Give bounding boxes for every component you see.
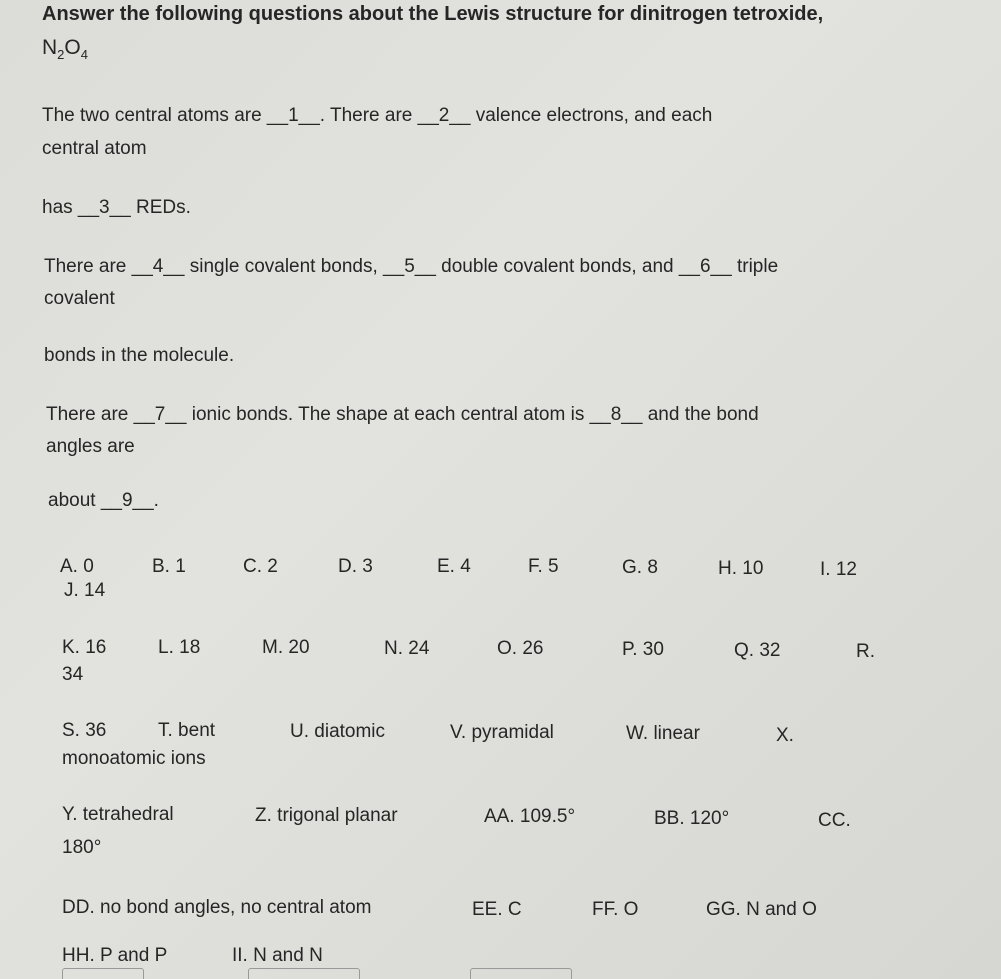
option: II. N and N — [232, 945, 323, 966]
question-line: The two central atoms are __1__. There are __2__ valence electrons, and each — [42, 105, 713, 126]
question-line: about __9__. — [48, 490, 159, 511]
option: 180° — [62, 837, 102, 858]
option: DD. no bond angles, no central atom — [62, 897, 372, 918]
option: F. 5 — [528, 556, 559, 577]
question-line: bonds in the molecule. — [44, 345, 235, 366]
option: K. 16 — [62, 637, 107, 658]
option: M. 20 — [262, 637, 310, 658]
option: S. 36 — [62, 720, 107, 741]
option: T. bent — [158, 720, 216, 741]
option: EE. C — [472, 899, 522, 920]
option: monoatomic ions — [62, 748, 206, 769]
option: HH. P and P — [62, 945, 168, 966]
question-title: Answer the following questions about the Lewis structure for dinitrogen tetroxide, — [42, 3, 824, 25]
question-line: central atom — [42, 138, 147, 159]
formula-n: N — [42, 36, 58, 59]
answer-box-edge — [62, 968, 144, 979]
option: 34 — [62, 664, 84, 685]
option: O. 26 — [497, 638, 544, 659]
option: D. 3 — [338, 556, 373, 577]
option: X. — [776, 725, 794, 746]
option: N. 24 — [384, 638, 430, 659]
formula-o-sub: 4 — [80, 47, 88, 63]
question-line: There are __7__ ionic bonds. The shape at each central atom is __8__ and the bond — [46, 404, 759, 425]
option: Z. trigonal planar — [255, 805, 398, 826]
option: P. 30 — [622, 639, 664, 660]
option: FF. O — [592, 899, 639, 920]
option: E. 4 — [437, 556, 471, 577]
option: Q. 32 — [734, 640, 781, 661]
option: U. diatomic — [290, 721, 386, 742]
option: AA. 109.5° — [484, 806, 576, 827]
answer-box-edge — [248, 968, 360, 979]
option: Y. tetrahedral — [62, 804, 174, 825]
option: I. 12 — [820, 559, 857, 580]
option: C. 2 — [243, 556, 278, 577]
option: W. linear — [626, 723, 700, 744]
formula — [42, 36, 88, 62]
answer-box-edge — [470, 968, 572, 979]
option: J. 14 — [64, 580, 106, 601]
question-line: angles are — [46, 436, 135, 457]
option: G. 8 — [622, 557, 658, 578]
option: A. 0 — [60, 556, 94, 577]
option: GG. N and O — [706, 899, 817, 920]
question-line: There are __4__ single covalent bonds, __5__ double covalent bonds, and __6__ triple — [44, 256, 779, 277]
formula-n-sub: 2 — [57, 47, 65, 63]
question-line: has __3__ REDs. — [42, 197, 191, 218]
formula-o: O — [64, 36, 81, 59]
option: V. pyramidal — [450, 722, 554, 743]
option: BB. 120° — [654, 808, 730, 829]
option: R. — [856, 641, 875, 662]
option: H. 10 — [718, 558, 764, 579]
option: B. 1 — [152, 556, 186, 577]
option: CC. — [818, 810, 851, 831]
option: L. 18 — [158, 637, 201, 658]
question-line: covalent — [44, 288, 115, 309]
